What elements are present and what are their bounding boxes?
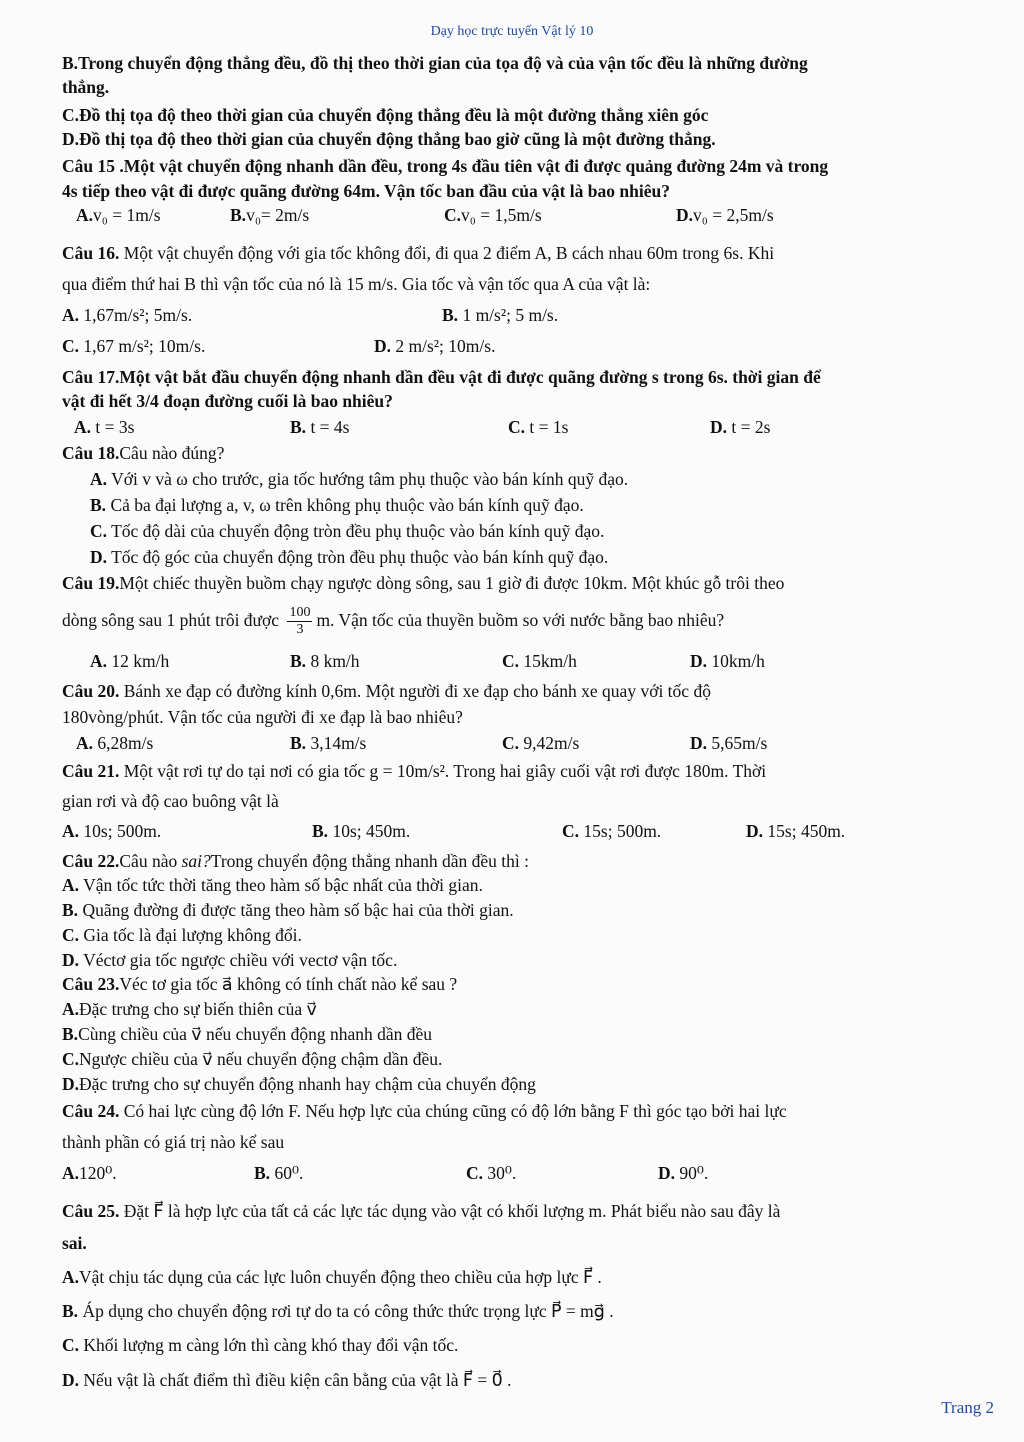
option-a: A.120⁰.: [62, 1163, 117, 1183]
option-b-prev-line1: B.Trong chuyển động thẳng đều, đồ thị theo thời gian của tọa độ và của vận tốc đều là những đường: [62, 53, 808, 73]
question-text: Câu nào: [119, 851, 182, 871]
option-c: C. 30⁰.: [466, 1163, 517, 1183]
question-25: [62, 1200, 1000, 1222]
option-b: B. Áp dụng cho chuyển động rơi tự do ta có công thức thức trọng lực P⃗ = mg⃗ .: [62, 1301, 614, 1321]
question-label: Câu 18.: [62, 443, 120, 463]
option-b: B. 3,14m/s: [290, 733, 367, 753]
option-a: A. 12 km/h: [90, 651, 170, 671]
question-label: Câu 24.: [62, 1101, 120, 1121]
question-label: Câu 17.: [62, 367, 120, 387]
option-a: A. 10s; 500m.: [62, 821, 162, 841]
question-text: Một vật chuyển động với gia tốc không đổi, đi qua 2 điểm A, B cách nhau 60m trong 6s. Khi: [119, 243, 775, 263]
question-label: Câu 20.: [62, 681, 120, 701]
question-24: [62, 1100, 1000, 1122]
option-d-prev: D.Đồ thị tọa độ theo thời gian của chuyển động thẳng bao giờ cũng là một đường thẳng.: [62, 129, 716, 149]
option-a: A. Với v và ω cho trước, gia tốc hướng tâm phụ thuộc vào bán kính quỹ đạo.: [90, 469, 629, 489]
option-c: C.v₀ = 1,5m/s: [444, 205, 542, 225]
question-24-line2: thành phần có giá trị nào kể sau: [62, 1132, 285, 1152]
fraction-denominator: 3: [296, 622, 304, 638]
option-b: B. Cả ba đại lượng a, v, ω trên không phụ thuộc vào bán kính quỹ đạo.: [90, 495, 584, 515]
option-d: D.Đặc trưng cho sự chuyển động nhanh hay chậm của chuyển động: [62, 1074, 536, 1094]
option-c: C. 15s; 500m.: [562, 821, 662, 841]
question-label: Câu 16.: [62, 243, 120, 263]
question-21: [62, 760, 1000, 782]
question-20: [62, 680, 1000, 702]
option-d: D. 90⁰.: [658, 1163, 709, 1183]
option-d: D. 15s; 450m.: [746, 821, 846, 841]
option-c: C. 15km/h: [502, 651, 577, 671]
question-text: Một chiếc thuyền buồm chạy ngược dòng sông, sau 1 giờ đi được 10km. Một khúc gỗ trôi theo: [119, 573, 785, 593]
question-text: .Một vật chuyển động nhanh dần đều, trong 4s đầu tiên vật đi được quảng đường 24m và trong: [115, 156, 829, 176]
option-d: D. Véctơ gia tốc ngược chiều với vectơ vận tốc.: [62, 950, 398, 970]
option-d: D.v₀ = 2,5m/s: [676, 205, 774, 225]
question-text: Câu nào đúng?: [119, 443, 225, 463]
question-text-emphasis: sai?: [181, 851, 211, 871]
option-a: A.v₀ = 1m/s: [76, 205, 161, 225]
question-text: Một vật bắt đầu chuyển động nhanh dần đều vật đi được quãng đường s trong 6s. thời gian để: [119, 367, 821, 387]
question-text: Một vật rơi tự do tại nơi có gia tốc g = 10m/s². Trong hai giây cuối vật rơi được 180m. Thời: [119, 761, 767, 781]
option-d: D. Nếu vật là chất điểm thì điều kiện cân bằng của vật là F⃗ = 0⃗ .: [62, 1370, 512, 1390]
question-25-line2: sai.: [62, 1233, 87, 1253]
question-16-line2: qua điểm thứ hai B thì vận tốc của nó là 15 m/s. Gia tốc và vận tốc qua A của vật là:: [62, 274, 651, 294]
option-c: C. 1,67 m/s²; 10m/s.: [62, 336, 206, 356]
option-b: B. 1 m/s²; 5 m/s.: [442, 305, 559, 325]
question-text: Trong chuyển động thẳng nhanh dần đều thì :: [210, 851, 529, 871]
option-a: A. 1,67m/s²; 5m/s.: [62, 305, 193, 325]
fraction: [287, 605, 312, 638]
question-15-line2: 4s tiếp theo vật đi được quãng đường 64m. Vận tốc ban đầu của vật là bao nhiêu?: [62, 181, 670, 201]
option-a: A.Đặc trưng cho sự biến thiên của v⃗: [62, 999, 317, 1019]
question-17-line2: vật đi hết 3/4 đoạn đường cuối là bao nhiêu?: [62, 391, 393, 411]
option-b: B. 8 km/h: [290, 651, 360, 671]
question-label: Câu 19.: [62, 573, 120, 593]
option-d: D. t = 2s: [710, 417, 771, 437]
page-header: Dạy học trực tuyến Vật lý 10: [430, 24, 594, 39]
option-b: B.Cùng chiều của v⃗ nếu chuyển động nhanh dần đều: [62, 1024, 433, 1044]
option-d: D. 10km/h: [690, 651, 765, 671]
question-text: Đặt F⃗ là hợp lực của tất cả các lực tác dụng vào vật có khối lượng m. Phát biểu nào sau đây là: [119, 1201, 781, 1221]
option-a: A. t = 3s: [74, 417, 135, 437]
question-label: Câu 23.: [62, 974, 120, 994]
question-16: [62, 242, 1000, 264]
option-b: B. t = 4s: [290, 417, 350, 437]
option-d: D. 5,65m/s: [690, 733, 768, 753]
option-d: D. Tốc độ góc của chuyển động tròn đều phụ thuộc vào bán kính quỹ đạo.: [90, 547, 609, 567]
option-c-prev: C.Đồ thị tọa độ theo thời gian của chuyển động thẳng đều là một đường thẳng xiên góc: [62, 105, 709, 125]
question-label: Câu 15: [62, 156, 115, 176]
option-a: A.Vật chịu tác dụng của các lực luôn chuyển động theo chiều của hợp lực F⃗ .: [62, 1267, 602, 1287]
question-text: Véc tơ gia tốc a⃗ không có tính chất nào kể sau ?: [119, 974, 458, 994]
option-b: B. Quãng đường đi được tăng theo hàm số bậc hai của thời gian.: [62, 900, 514, 920]
option-b: B. 10s; 450m.: [312, 821, 411, 841]
question-label: Câu 21.: [62, 761, 120, 781]
question-label: Câu 25.: [62, 1201, 120, 1221]
question-21-line2: gian rơi và độ cao buông vật là: [62, 791, 279, 811]
question-label: Câu 22.: [62, 851, 120, 871]
question-19-line2: [62, 602, 1000, 638]
option-b: B.v₀= 2m/s: [230, 205, 310, 225]
question-22: [62, 850, 1000, 872]
question-18: [62, 442, 1000, 464]
option-c: C. Gia tốc là đại lượng không đổi.: [62, 925, 302, 945]
option-c: C.Ngược chiều của v⃗ nếu chuyển động chậm dần đều.: [62, 1049, 443, 1069]
question-text: Bánh xe đạp có đường kính 0,6m. Một người đi xe đạp cho bánh xe quay với tốc độ: [119, 681, 711, 701]
question-text-part: m. Vận tốc của thuyền buồm so với nước bằng bao nhiêu?: [316, 610, 725, 630]
question-15: [62, 155, 1000, 177]
option-a: A. Vận tốc tức thời tăng theo hàm số bậc nhất của thời gian.: [62, 875, 483, 895]
option-b-prev-line2: thẳng.: [62, 77, 110, 97]
question-text-part: dòng sông sau 1 phút trôi được: [62, 610, 280, 630]
option-c: C. Tốc độ dài của chuyển động tròn đều phụ thuộc vào bán kính quỹ đạo.: [90, 521, 605, 541]
question-23: [62, 973, 1000, 995]
question-19: [62, 572, 1000, 594]
option-a: A. 6,28m/s: [76, 733, 154, 753]
option-c: C. Khối lượng m càng lớn thì càng khó thay đổi vận tốc.: [62, 1335, 459, 1355]
option-c: C. 9,42m/s: [502, 733, 580, 753]
question-text: Có hai lực cùng độ lớn F. Nếu hợp lực của chúng cũng có độ lớn bằng F thì góc tạo bởi hai lực: [119, 1101, 787, 1121]
question-17: [62, 366, 1000, 388]
fraction-numerator: 100: [289, 605, 311, 621]
question-20-line2: 180vòng/phút. Vận tốc của người đi xe đạp là bao nhiêu?: [62, 707, 463, 727]
option-b: B. 60⁰.: [254, 1163, 304, 1183]
page-number: Trang 2: [941, 1398, 994, 1417]
option-c: C. t = 1s: [508, 417, 569, 437]
option-d: D. 2 m/s²; 10m/s.: [374, 336, 496, 356]
